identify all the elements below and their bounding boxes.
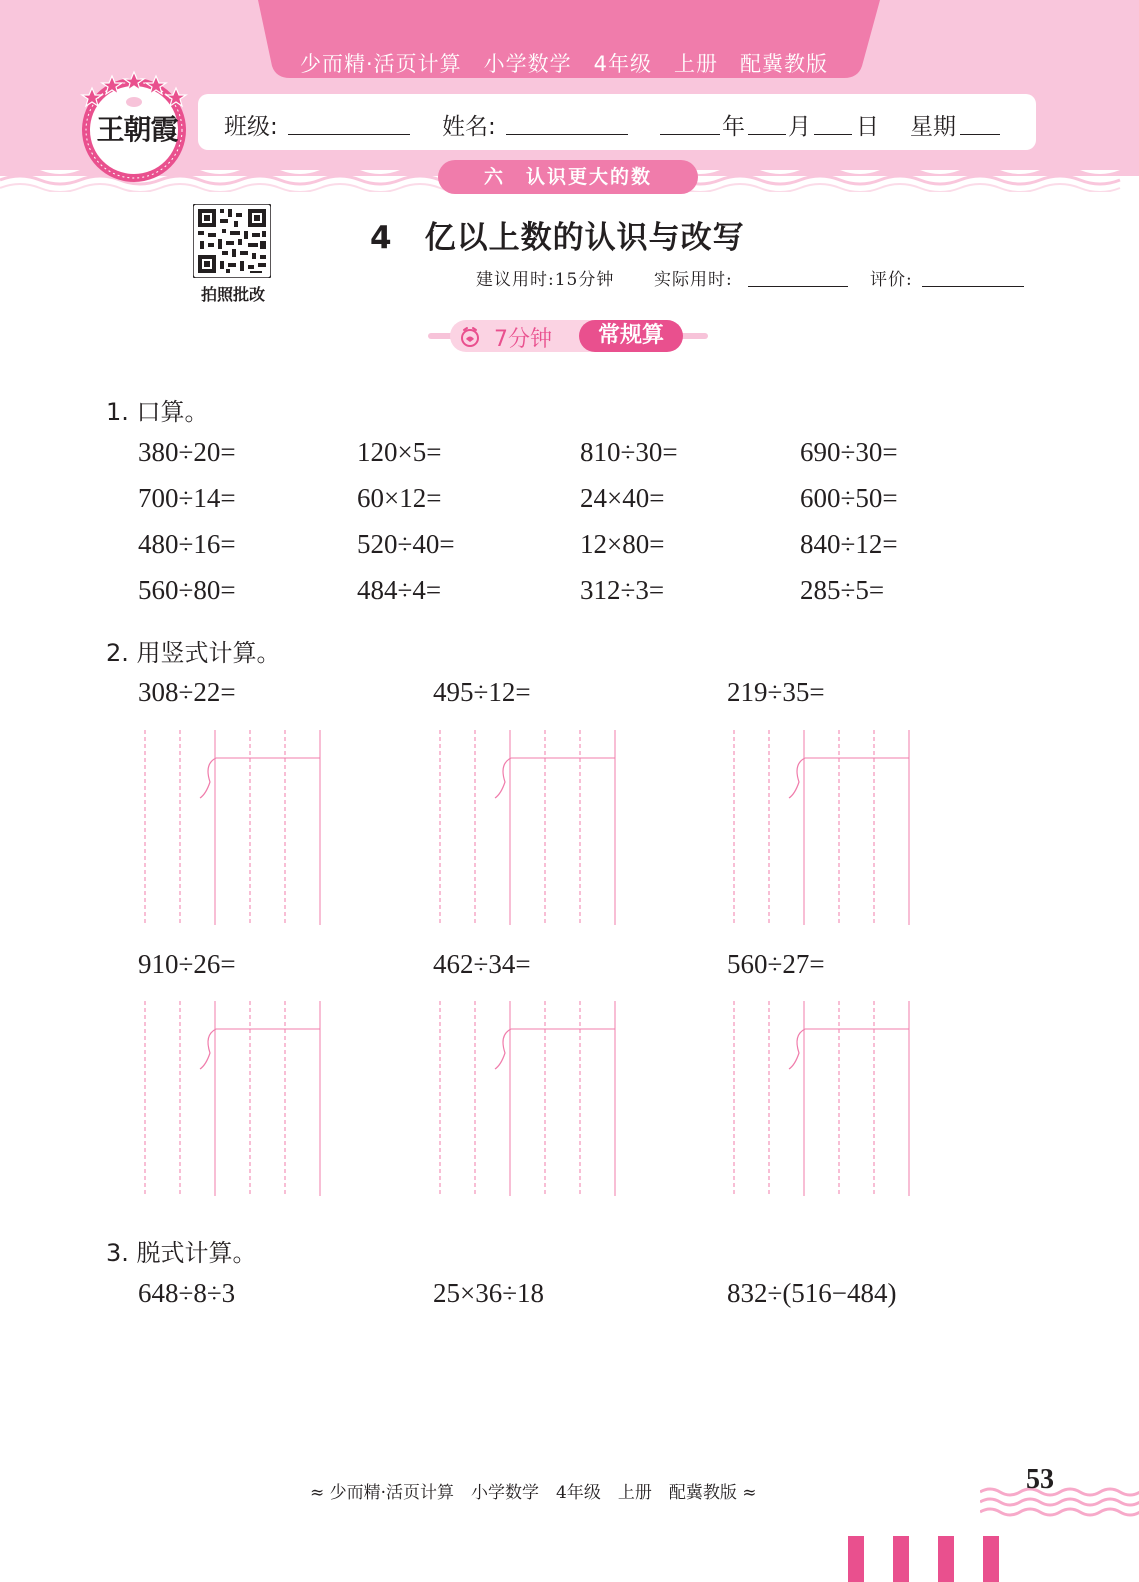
vertical-calc-heading: 2. 用竖式计算。: [106, 639, 281, 667]
division-grid[interactable]: [140, 730, 340, 950]
mental-item: 480÷16=: [138, 529, 236, 559]
mental-item: 380÷20=: [138, 437, 236, 467]
division-grid[interactable]: [435, 1001, 635, 1221]
class-field[interactable]: [288, 134, 410, 135]
year-label: 年: [722, 114, 745, 140]
mental-item: 120×5=: [357, 437, 442, 467]
vertical-item: 219÷35=: [727, 677, 825, 707]
mental-item: 12×80=: [580, 529, 665, 559]
class-label: 班级:: [224, 114, 278, 140]
qr-label: 拍照批改: [200, 285, 265, 304]
day-field[interactable]: [814, 134, 852, 135]
mental-item: 700÷14=: [138, 483, 236, 513]
footer-stripe: [848, 1536, 864, 1582]
footer-series: ≈ 少而精·活页计算 小学数学 4年级 上册 配冀教版 ≈: [310, 1483, 757, 1503]
day-label: 日: [856, 114, 879, 140]
vertical-item: 495÷12=: [433, 677, 531, 707]
lesson-title: 4 亿以上数的认识与改写: [370, 220, 745, 256]
mental-item: 285÷5=: [800, 575, 885, 605]
stepwise-item: 25×36÷18: [433, 1278, 545, 1308]
weekday-field[interactable]: [960, 134, 1000, 135]
qr-code-icon[interactable]: [193, 204, 271, 278]
mental-item: 484÷4=: [357, 575, 442, 605]
month-field[interactable]: [748, 134, 786, 135]
mental-item: 690÷30=: [800, 437, 898, 467]
clock-icon: [458, 325, 482, 349]
weekday-label: 星期: [910, 114, 956, 140]
stepwise-calc-heading: 3. 脱式计算。: [106, 1239, 257, 1267]
vertical-item: 308÷22=: [138, 677, 236, 707]
footer-stripe: [938, 1536, 954, 1582]
footer-stripe: [983, 1536, 999, 1582]
stepwise-item: 832÷(516−484): [727, 1278, 897, 1308]
vertical-item: 462÷34=: [433, 949, 531, 979]
vertical-item: 910÷26=: [138, 949, 236, 979]
mental-item: 560÷80=: [138, 575, 236, 605]
name-field[interactable]: [506, 134, 628, 135]
mental-item: 810÷30=: [580, 437, 678, 467]
brand-logo-text: 王朝霞: [96, 113, 178, 146]
series-title: 少而精·活页计算 小学数学 4年级 上册 配冀教版: [300, 52, 829, 76]
division-grid[interactable]: [140, 1001, 340, 1221]
year-field[interactable]: [660, 134, 720, 135]
mental-item: 520÷40=: [357, 529, 455, 559]
division-grid[interactable]: [729, 1001, 929, 1221]
division-grid[interactable]: [435, 730, 635, 950]
footer-stripe: [893, 1536, 909, 1582]
mental-item: 600÷50=: [800, 483, 898, 513]
evaluation-field[interactable]: [922, 286, 1024, 287]
suggested-time: 建议用时:15分钟: [476, 270, 615, 290]
mental-math-heading: 1. 口算。: [106, 398, 209, 426]
month-label: 月: [788, 114, 811, 140]
mental-item: 60×12=: [357, 483, 442, 513]
evaluation-label: 评价:: [870, 270, 913, 290]
footer-wave-decoration: [980, 1480, 1139, 1520]
actual-time-label: 实际用时:: [654, 270, 733, 290]
division-grid[interactable]: [729, 730, 929, 950]
mental-item: 840÷12=: [800, 529, 898, 559]
name-label: 姓名:: [442, 114, 496, 140]
vertical-item: 560÷27=: [727, 949, 825, 979]
actual-time-field[interactable]: [748, 286, 848, 287]
mental-item: 312÷3=: [580, 575, 665, 605]
practice-type-badge: 常规算: [579, 320, 683, 352]
timer-duration: 7分钟: [494, 327, 552, 352]
mental-item: 24×40=: [580, 483, 665, 513]
chapter-pill: 六 认识更大的数: [438, 160, 698, 194]
stepwise-item: 648÷8÷3: [138, 1278, 236, 1308]
page-number: 53: [1026, 1464, 1054, 1495]
